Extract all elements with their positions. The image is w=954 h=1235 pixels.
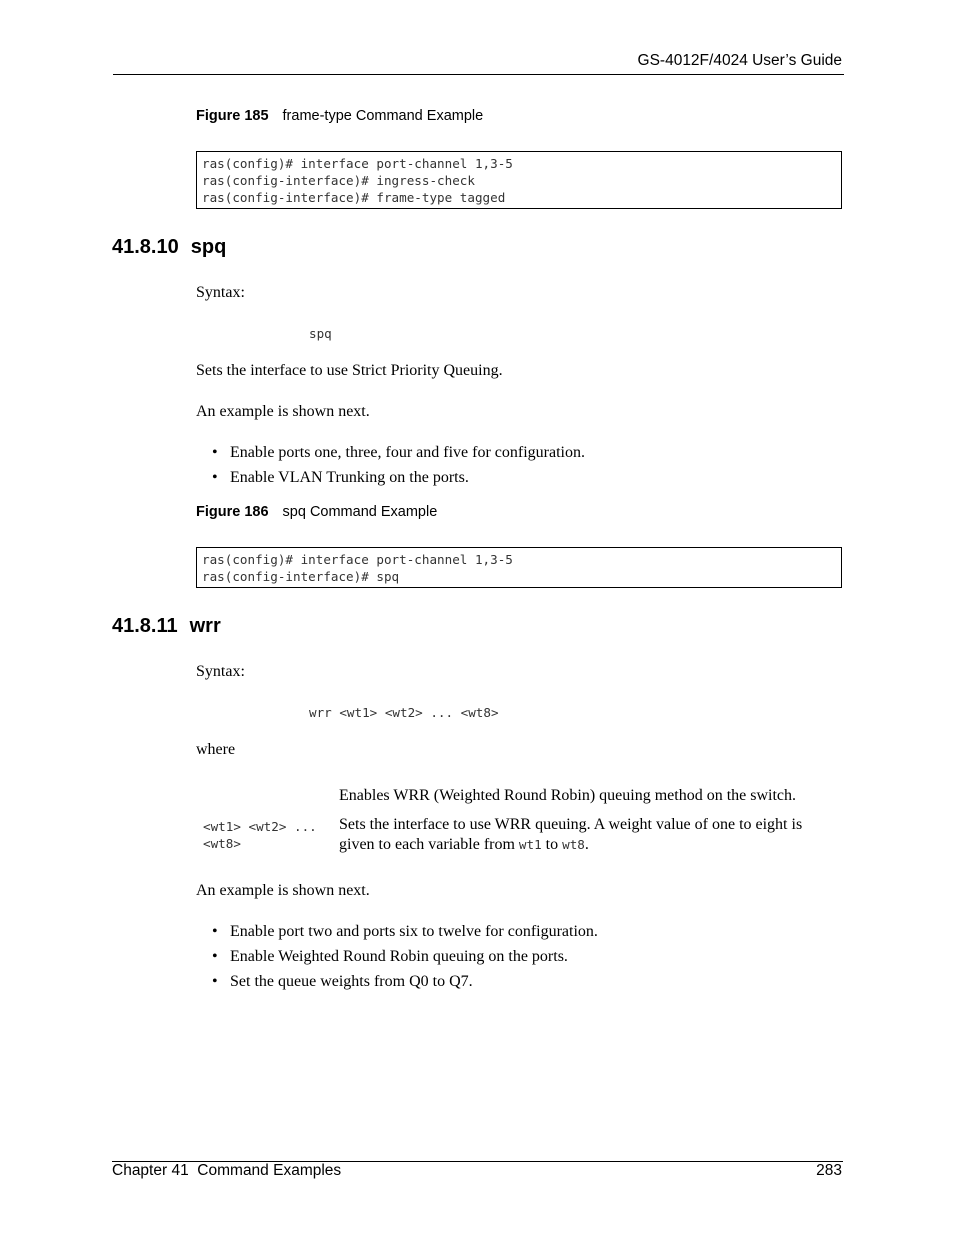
bullet-list — [212, 440, 585, 490]
code-line: ras(config)# interface port-channel 1,3-5 — [202, 156, 513, 171]
section-number: 41.8.11 — [112, 615, 178, 637]
parameter-name: <wt1> <wt2> ... <wt8> — [203, 819, 317, 851]
parameter-description: Sets the interface to use WRR queuing. A weight value of one to eight is given to each variable from wt1 to wt8. — [339, 816, 803, 853]
code-line: ras(config-interface)# ingress-check — [202, 173, 475, 188]
figure-185-title: frame-type Command Example — [282, 108, 484, 124]
page-number: 283 — [816, 1162, 842, 1179]
section-number: 41.8.10 — [112, 236, 179, 258]
figure-186-caption — [196, 504, 437, 520]
footer-chapter: Chapter 41 Command Examples — [112, 1162, 342, 1179]
running-header: GS-4012F/4024 User’s Guide — [637, 52, 842, 69]
section-heading-spq — [112, 236, 226, 259]
bullet-list — [212, 919, 598, 994]
section-title: wrr — [189, 615, 221, 637]
code-line: ras(config-interface)# frame-type tagged — [202, 190, 506, 205]
figure-185-code-box — [196, 151, 842, 209]
list-item: • Enable VLAN Trunking on the ports. — [212, 469, 469, 486]
where-label: where — [196, 741, 236, 758]
list-item: • Enable Weighted Round Robin queuing on the ports. — [212, 948, 568, 965]
syntax-label: Syntax: — [196, 663, 245, 680]
example-intro: An example is shown next. — [196, 882, 370, 899]
code-line: ras(config)# interface port-channel 1,3-5 — [202, 552, 513, 567]
syntax-code: spq — [309, 326, 332, 341]
list-item: • Enable port two and ports six to twelve for configuration. — [212, 923, 598, 940]
section-heading-wrr — [112, 615, 221, 638]
example-intro: An example is shown next. — [196, 403, 370, 420]
list-item: • Enable ports one, three, four and five for configuration. — [212, 444, 585, 461]
figure-185-label: Figure 185 — [196, 108, 269, 124]
code-line: ras(config-interface)# spq — [202, 569, 400, 584]
parameter-description: Enables WRR (Weighted Round Robin) queuing method on the switch. — [339, 787, 797, 804]
syntax-code: wrr <wt1> <wt2> ... <wt8> — [309, 705, 499, 720]
description: Sets the interface to use Strict Priority Queuing. — [196, 362, 503, 379]
header-rule — [113, 74, 844, 75]
section-title: spq — [190, 236, 227, 258]
figure-186-label: Figure 186 — [196, 504, 269, 520]
list-item: • Set the queue weights from Q0 to Q7. — [212, 973, 473, 990]
figure-186-code-box — [196, 547, 842, 588]
figure-186-title: spq Command Example — [282, 504, 438, 520]
figure-185-caption — [196, 108, 483, 124]
syntax-label: Syntax: — [196, 284, 245, 301]
